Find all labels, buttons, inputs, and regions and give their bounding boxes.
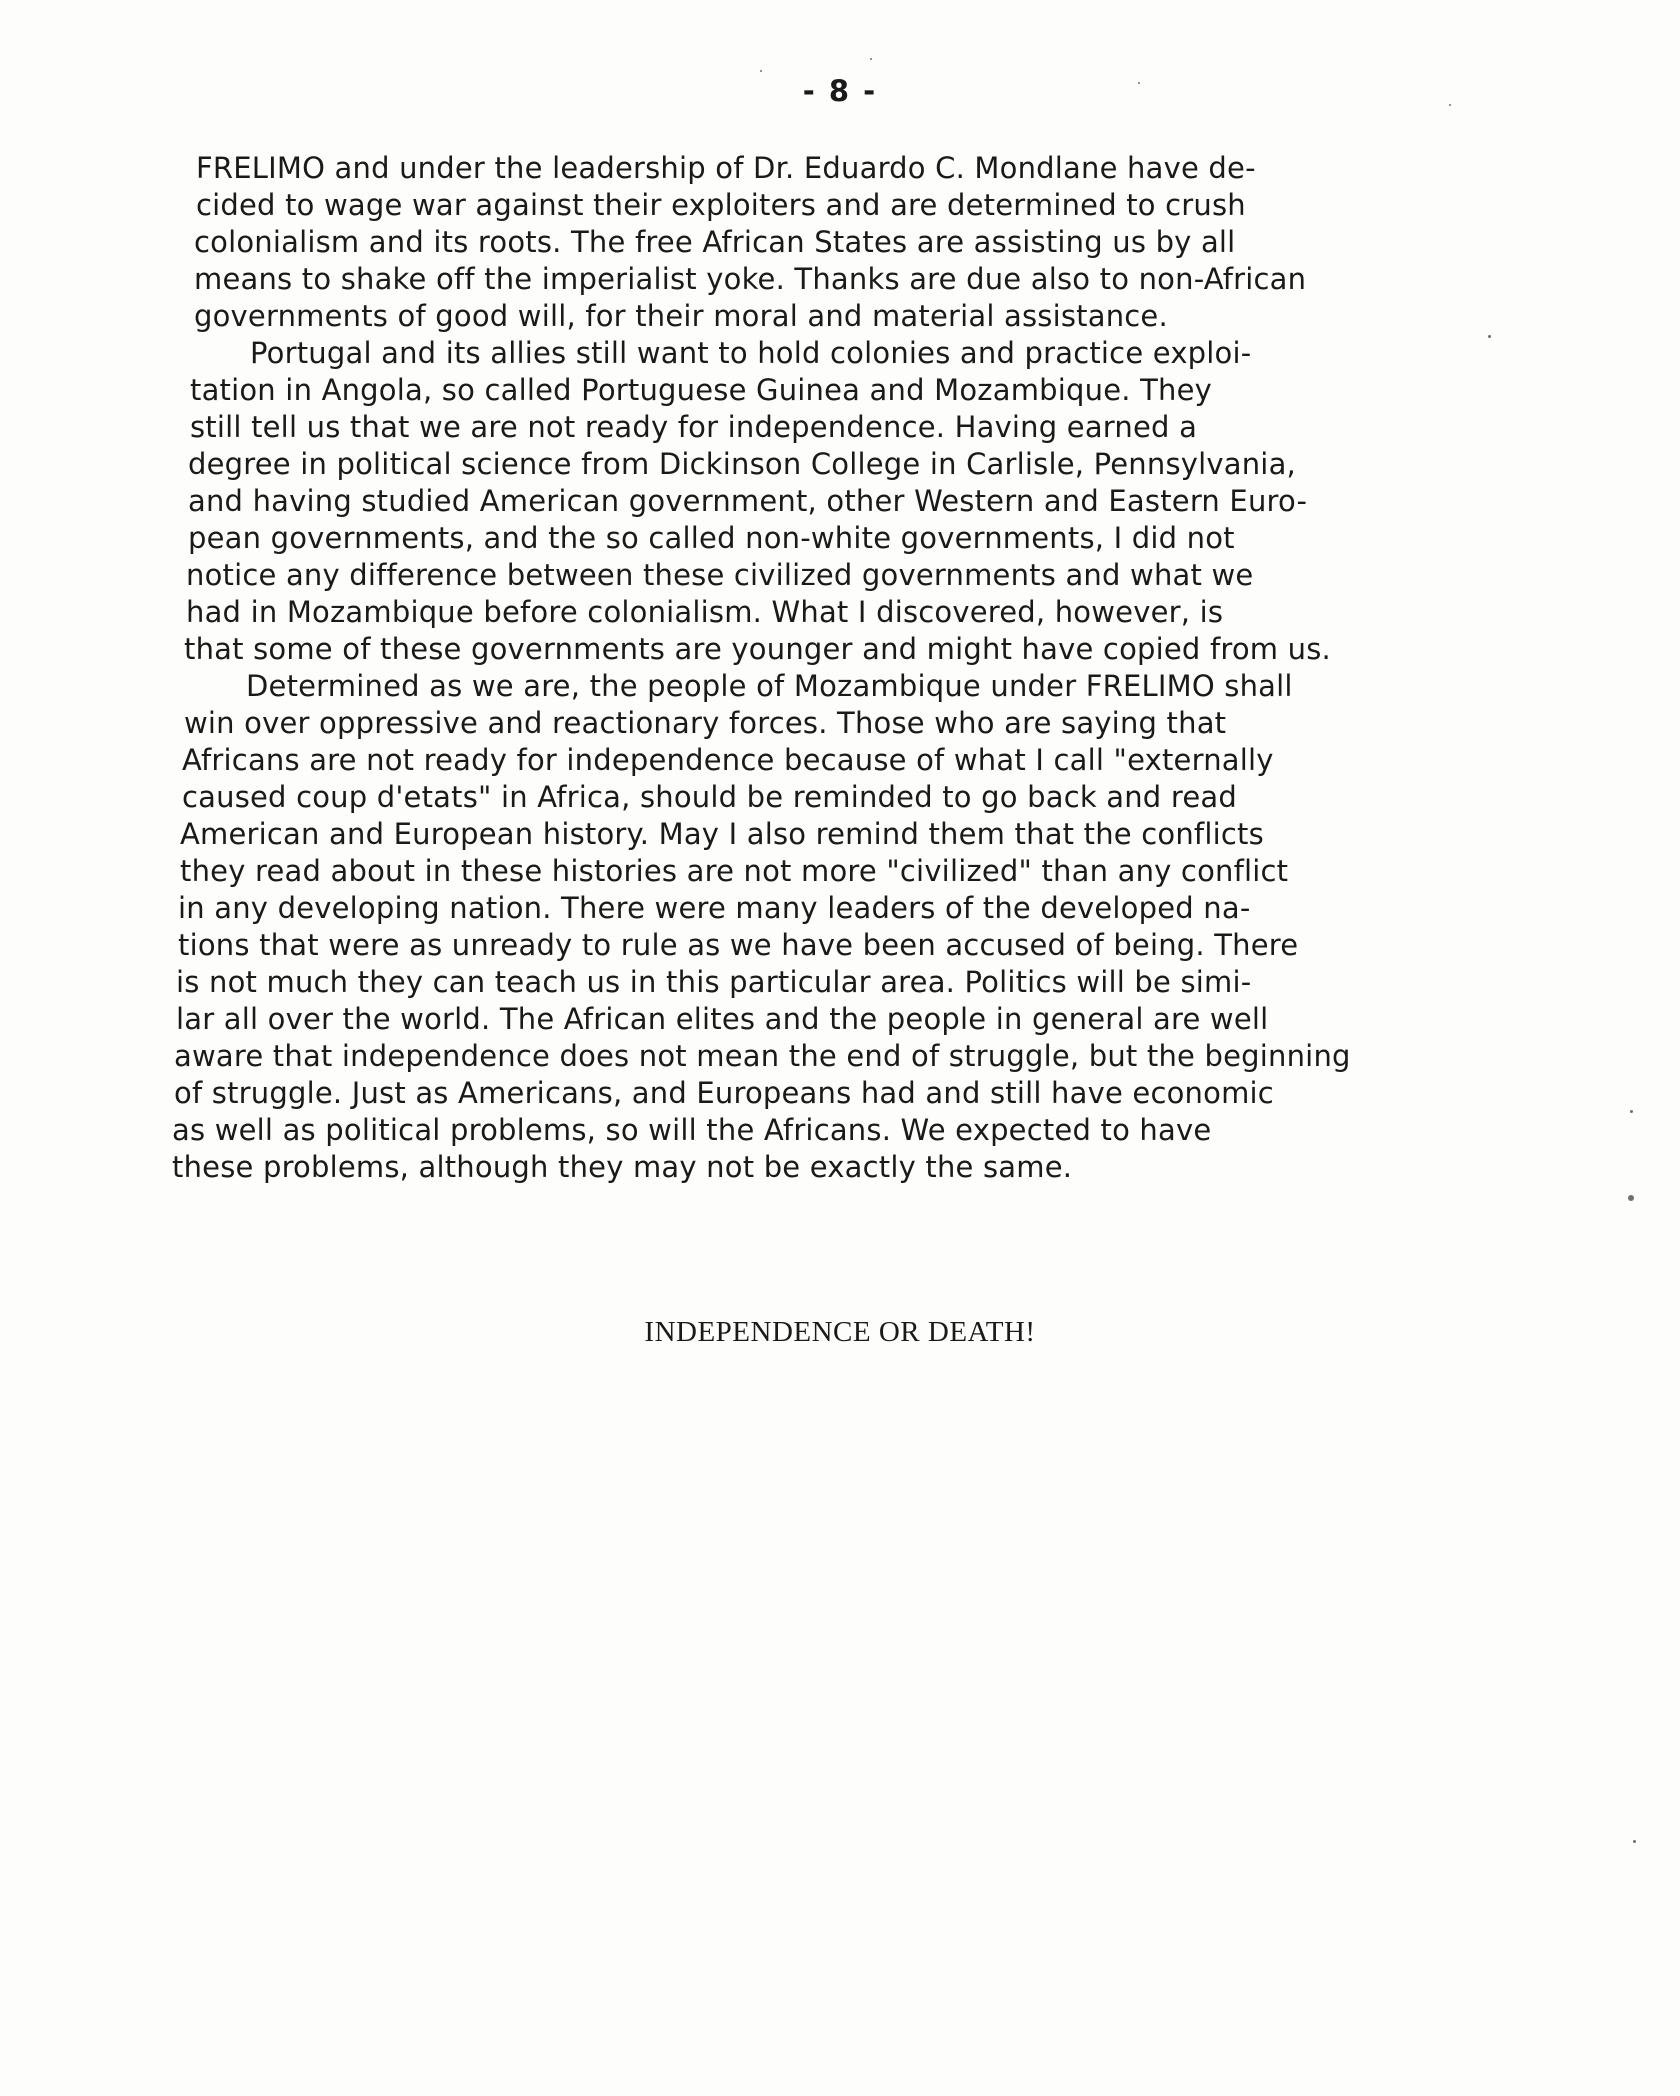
scan-speck <box>870 58 872 60</box>
scan-speck <box>1630 1110 1633 1113</box>
body-text <box>172 150 1488 1186</box>
text-line: Portugal and its allies still want to hold colonies and practice exploi- <box>250 336 1252 370</box>
scan-speck <box>1138 82 1140 84</box>
scan-speck <box>760 70 762 72</box>
text-line: win over oppressive and reactionary forces. Those who are saying that <box>184 706 1227 740</box>
text-line: notice any difference between these civilized governments and what we <box>186 558 1254 592</box>
text-line: they read about in these histories are not more "civilized" than any conflict <box>180 854 1289 888</box>
text-line: tation in Angola, so called Portuguese Guinea and Mozambique. They <box>190 373 1212 407</box>
text-line: in any developing nation. There were many leaders of the developed na- <box>178 891 1251 925</box>
text-line: lar all over the world. The African elites and the people in general are well <box>176 1002 1269 1036</box>
text-line: of struggle. Just as Americans, and Europeans had and still have economic <box>174 1076 1274 1110</box>
text-line: governments of good will, for their moral and material assistance. <box>194 299 1168 333</box>
closing-slogan: INDEPENDENCE OR DEATH! <box>644 1316 1036 1348</box>
text-line: as well as political problems, so will the Africans. We expected to have <box>172 1113 1212 1147</box>
text-line: Determined as we are, the people of Mozambique under FRELIMO shall <box>246 669 1293 703</box>
text-line: aware that independence does not mean the end of struggle, but the beginning <box>174 1039 1351 1073</box>
text-line: that some of these governments are younger and might have copied from us. <box>184 632 1331 666</box>
text-line: FRELIMO and under the leadership of Dr. Eduardo C. Mondlane have de- <box>196 151 1256 185</box>
text-line: American and European history. May I also remind them that the conflicts <box>180 817 1264 851</box>
text-line: these problems, although they may not be exactly the same. <box>172 1150 1073 1184</box>
text-line: cided to wage war against their exploiters and are determined to crush <box>196 188 1246 222</box>
scan-speck <box>1633 1840 1636 1843</box>
text-line: colonialism and its roots. The free African States are assisting us by all <box>194 225 1236 259</box>
page-number: - 8 - <box>802 74 878 108</box>
text-line: tions that were as unready to rule as we have been accused of being. There <box>178 928 1299 962</box>
text-line: means to shake off the imperialist yoke. Thanks are due also to non-African <box>194 262 1307 296</box>
text-line: degree in political science from Dickinson College in Carlisle, Pennsylvania, <box>188 447 1296 481</box>
scan-speck <box>1488 335 1491 338</box>
text-line: still tell us that we are not ready for independence. Having earned a <box>190 410 1198 444</box>
text-line: is not much they can teach us in this particular area. Politics will be simi- <box>176 965 1252 999</box>
scan-speck <box>1449 104 1451 106</box>
text-line: and having studied American government, other Western and Eastern Euro- <box>188 484 1308 518</box>
text-line: caused coup d'etats" in Africa, should be reminded to go back and read <box>182 780 1237 814</box>
text-line: pean governments, and the so called non-white governments, I did not <box>188 521 1235 555</box>
text-line: Africans are not ready for independence because of what I call "externally <box>182 743 1274 777</box>
scan-speck <box>1628 1195 1634 1201</box>
text-line: had in Mozambique before colonialism. What I discovered, however, is <box>186 595 1224 629</box>
